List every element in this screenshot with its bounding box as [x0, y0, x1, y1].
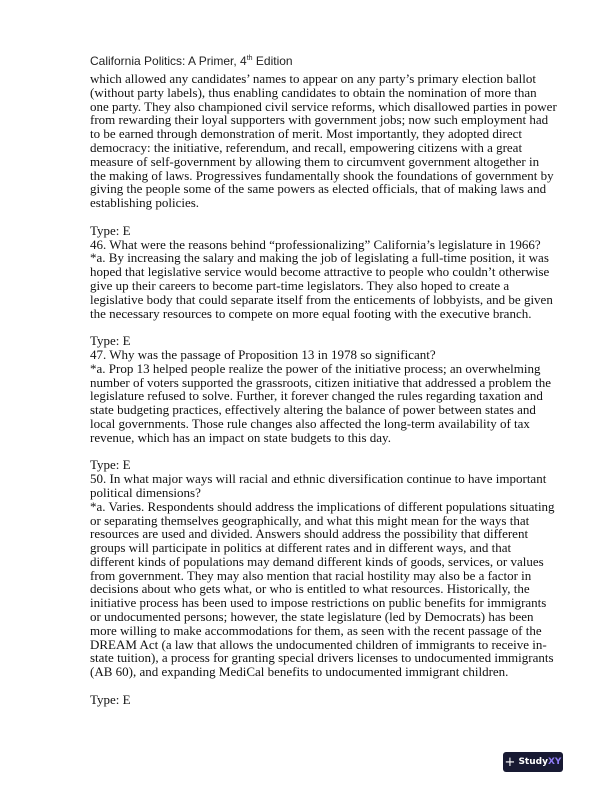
header-title: California Politics: A Primer, 4: [90, 54, 247, 68]
text-line: give up their careers to become part-time legislators. They also hoped to create a: [90, 277, 510, 293]
text-line: legislature refused to solve. Further, it forever changed the rules regarding taxation and: [90, 388, 543, 404]
badge-label-study: Study: [518, 757, 548, 767]
text-line: one party. They also championed civil service reforms, which disallowed parties in power: [90, 98, 557, 114]
text-line: decisions about who gets what, or who is entitled to what resources. Historically, the: [90, 581, 530, 597]
studyxy-badge[interactable]: [503, 752, 563, 772]
text-line: (without party labels), thus enabling candidates to obtain the nomination of more than: [90, 84, 537, 100]
text-line: 47. Why was the passage of Proposition 13 in 1978 so significant?: [90, 346, 436, 362]
text-line: state tuition), a process for granting special drivers licenses to undocumented immigrants: [90, 650, 554, 666]
text-line: which allowed any candidates’ names to appear on any party’s primary election ballot: [90, 71, 536, 86]
paragraph-spacer: [90, 445, 557, 459]
text-line: number of voters supported the grassroots, citizen initiative that addressed a problem the: [90, 374, 552, 390]
text-line: giving the people some of the same powers as elected officials, that of making laws and: [90, 181, 547, 197]
text-line: 46. What were the reasons behind “professionalizing” California’s legislature in 1966?: [90, 236, 541, 252]
paragraph: [90, 334, 557, 444]
text-line: from rewarding their loyal supporters with government jobs; now such employment had: [90, 112, 549, 128]
text-line: the necessary resources to compete on more equal footing with the executive branch.: [90, 305, 532, 321]
text-line: democracy: the initiative, referendum, and recall, empowering citizens with a great: [90, 139, 523, 155]
text-line: Type: E: [90, 222, 131, 238]
text-line: Type: E: [90, 333, 131, 349]
paragraph-spacer: [90, 210, 557, 224]
text-line: (AB 60), and expanding MediCal benefits to undocumented immigrant children.: [90, 664, 509, 680]
paragraph: [90, 458, 557, 679]
badge-label-xy: XY: [547, 757, 562, 767]
paragraph: [90, 693, 557, 707]
plus-icon: +: [504, 754, 516, 770]
text-line: local governments. Those rule changes also affected the long-term availability of tax: [90, 415, 530, 431]
text-line: legislative body that could separate itself from the enticements of lobbyists, and be given: [90, 291, 553, 307]
paragraph-spacer: [90, 320, 557, 334]
text-line: state budgeting practices, effectively altering the balance of power between states and: [90, 402, 536, 418]
paragraph: [90, 72, 557, 210]
text-line: resources are used and divided. Answers should address the possibility that different: [90, 526, 529, 542]
text-line: groups will participate in politics at different rates and in different ways, and that: [90, 540, 512, 556]
text-line: measure of self-government by allowing them to circumvent government altogether in: [90, 153, 540, 169]
paragraph: [90, 224, 557, 321]
text-line: more willing to make accommodations for them, as seen with the recent passage of the: [90, 622, 542, 638]
text-line: revenue, which has an impact on state budgets to this day.: [90, 429, 391, 445]
text-line: establishing policies.: [90, 195, 200, 211]
header-title-suffix: Edition: [252, 54, 293, 68]
running-header: [90, 54, 293, 68]
text-line: to be earned through demonstration of merit. Most importantly, they adopted direct: [90, 126, 523, 142]
text-line: hoped that legislative service would become attractive to people who couldn’t otherwise: [90, 264, 550, 280]
paragraph-spacer: [90, 679, 557, 693]
text-line: the making of laws. Progressives fundamentally shook the foundations of government by: [90, 167, 554, 183]
text-line: political dimensions?: [90, 484, 201, 500]
text-line: different kinds of populations may demand different kinds of goods, services, or values: [90, 553, 544, 569]
text-line: *a. Varies. Respondents should address the implications of different populations situating: [90, 498, 555, 514]
header-superscript: th: [246, 55, 253, 62]
document-body: [90, 72, 557, 707]
text-line: *a. Prop 13 helped people realize the power of the initiative process; an overwhelming: [90, 360, 541, 376]
text-line: Type: E: [90, 457, 131, 473]
text-line: *a. By increasing the salary and making the job of legislating a full-time position, it was: [90, 250, 549, 266]
text-line: initiative process has been used to impose restrictions on public benefits for immigrants: [90, 595, 547, 611]
text-line: DREAM Act (a law that allows the undocumented children of immigrants to receive in-: [90, 636, 547, 652]
text-line: from government. They may also mention that racial hostility may also be a factor in: [90, 567, 532, 583]
text-line: Type: E: [90, 691, 131, 707]
text-line: or undocumented persons; however, the state legislature (led by Democrats) has been: [90, 609, 534, 625]
text-line: or separating themselves geographically, and what this might mean for the ways that: [90, 512, 530, 528]
text-line: 50. In what major ways will racial and ethnic diversification continue to have important: [90, 471, 547, 487]
